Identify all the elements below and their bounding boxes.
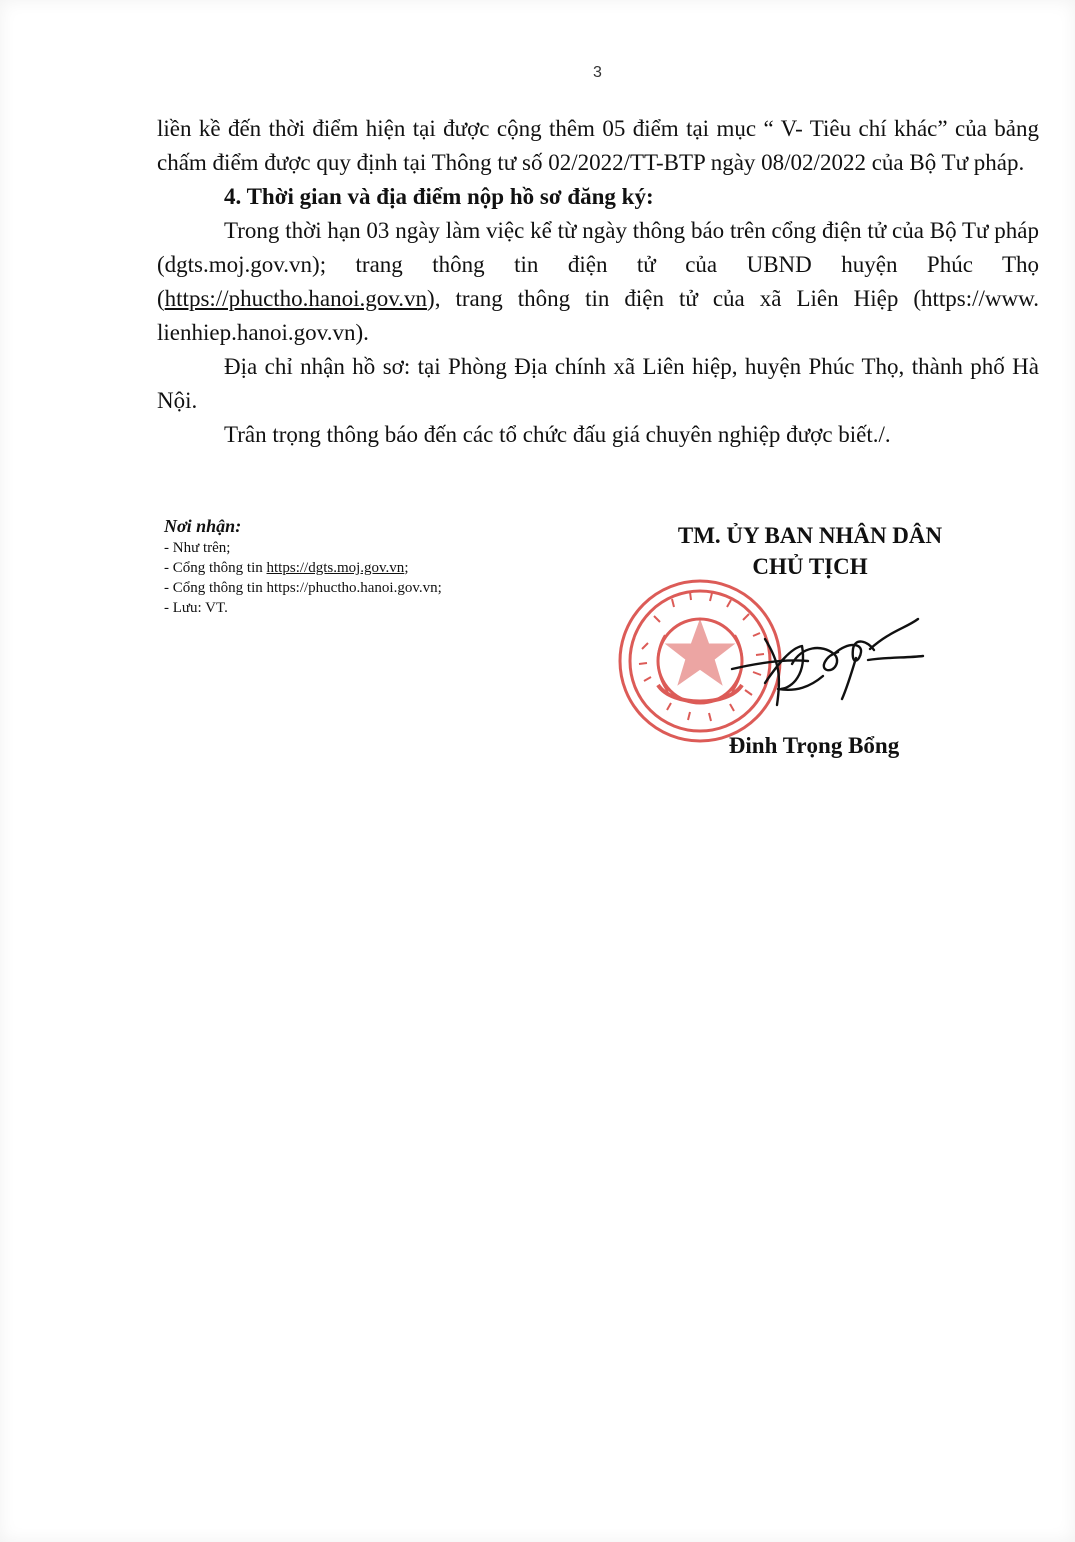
recipient-suffix: ;: [404, 560, 409, 576]
continued-paragraph: liền kề đến thời điểm hiện tại được cộng thêm 05 điểm tại mục “ V- Tiêu chí khác” của bảng chấm điểm được quy định tại Thông tư số 02/2022/TT-BTP ngày 08/02/2022 của Bộ Tư pháp.: [157, 116, 1039, 175]
submission-address-paragraph: Địa chỉ nhận hồ sơ: tại Phòng Địa chính xã Liên hiệp, huyện Phúc Thọ, thành phố Hà Nội.: [157, 354, 1039, 413]
recipient-item: - Cổng thông tin https://phuctho.hanoi.gov.vn;: [164, 580, 442, 596]
recipients-title: Nơi nhận:: [164, 516, 242, 536]
signature-block: [600, 521, 1020, 791]
handwritten-signature-icon: [710, 599, 930, 729]
signer-name: Đinh Trọng Bổng: [728, 733, 900, 758]
moj-website-link[interactable]: https://dgts.moj.gov.vn: [266, 560, 405, 576]
recipient-item: - Như trên;: [164, 540, 231, 556]
submission-time-paragraph: [157, 214, 1039, 350]
recipient-item: [164, 558, 584, 578]
submission-time-text-end: ), trang thông tin điện tử của xã Liên Hiệp (https://www. lienhiep.hanoi.gov.vn).: [157, 286, 1039, 345]
recipient-prefix: - Cổng thông tin: [164, 560, 267, 576]
section-heading: 4. Thời gian và địa điểm nộp hồ sơ đăng ký:: [224, 184, 654, 209]
recipient-item: - Lưu: VT.: [164, 600, 228, 616]
signatory-organization: TM. ỦY BAN NHÂN DÂN: [677, 523, 943, 548]
closing-paragraph: Trân trọng thông báo đến các tổ chức đấu giá chuyên nghiệp được biết./.: [224, 422, 891, 447]
phuc-tho-website-link[interactable]: https://phuctho.hanoi.gov.vn: [164, 286, 428, 311]
notice-body: [157, 112, 1039, 452]
handwritten-signature-icon: [732, 619, 923, 705]
page-number: 3: [593, 64, 602, 81]
signatory-position: CHỦ TỊCH: [752, 554, 868, 579]
recipients-block: [164, 516, 584, 618]
submission-time-text-start: Trong thời hạn 03 ngày làm việc kể từ ngày thông báo trên cổng điện tử của Bộ Tư pháp (dgts.moj.gov.vn); trang thông tin điện tử của UBND huyện Phúc Thọ (: [157, 218, 1039, 311]
